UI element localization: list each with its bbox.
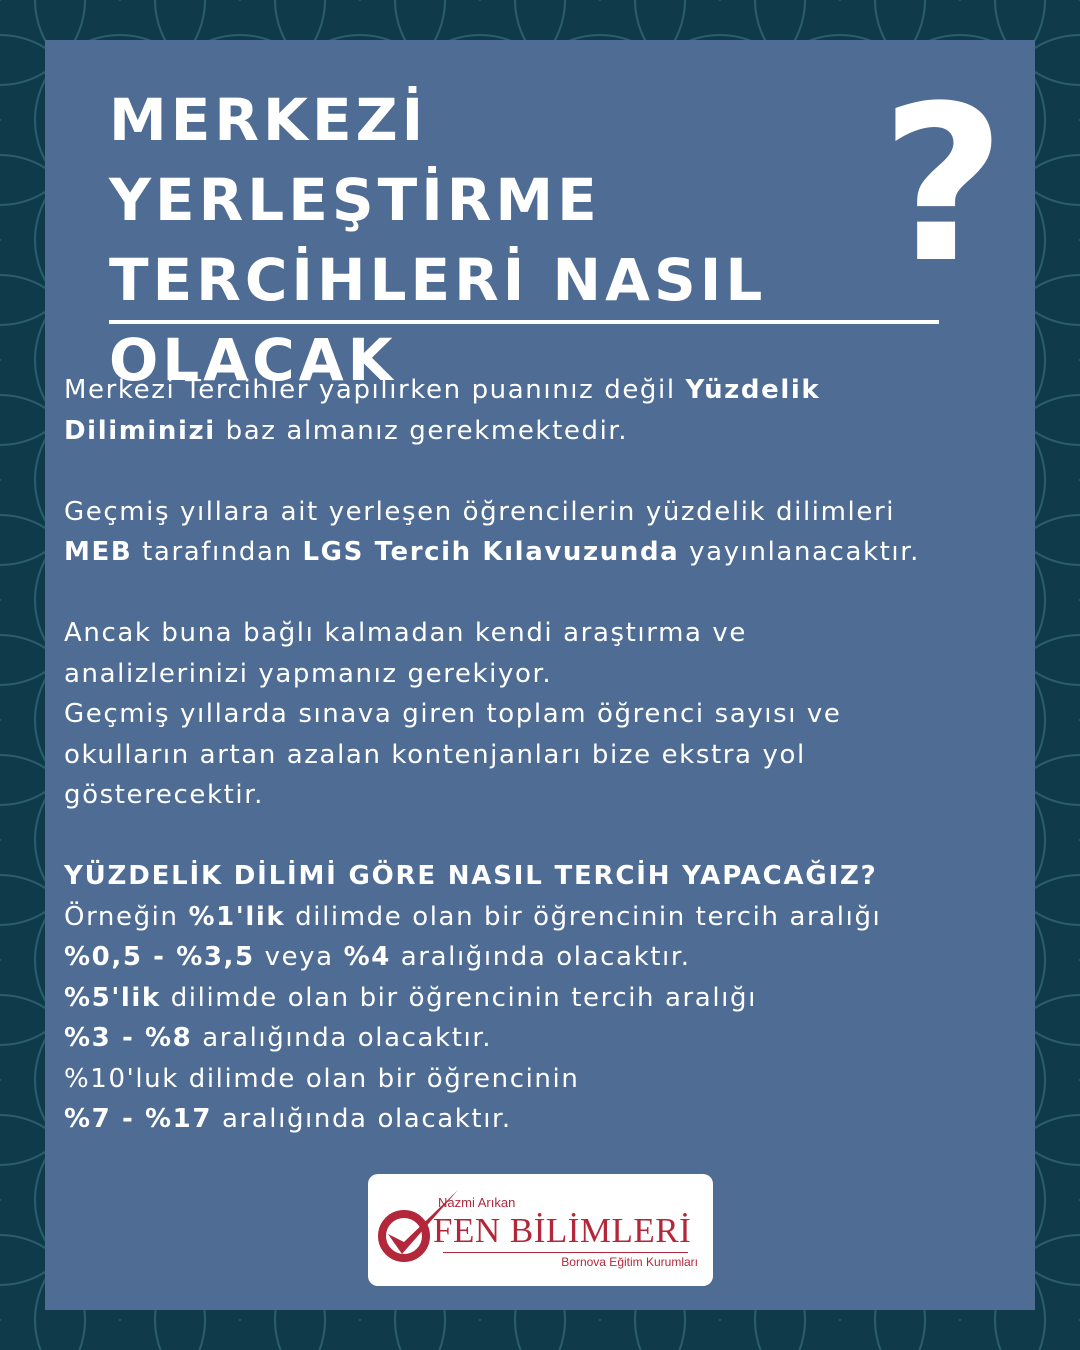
page-title — [109, 80, 879, 400]
logo-divider — [443, 1252, 688, 1253]
paragraph-2-cont: MEB tarafından LGS Tercih Kılavuzunda yayınlanacaktır. — [64, 537, 921, 567]
title-line-1: MERKEZİ YERLEŞTİRME — [109, 86, 601, 234]
brand-logo — [368, 1174, 713, 1286]
example-line-5: %10'luk dilimde olan bir öğrencinin — [64, 1063, 580, 1094]
example-line-3: %5'lik dilimde olan bir öğrencinin tercih aralığı — [64, 982, 757, 1013]
example-line-6: %7 - %17 aralığında olacaktır. — [64, 1104, 512, 1134]
body-text — [64, 370, 1026, 1140]
section-heading: YÜZDELİK DİLİMİ GÖRE NASIL TERCİH YAPACAĞIZ? — [64, 861, 878, 891]
content-card — [45, 40, 1035, 1310]
paragraph-3-line-1: Ancak buna bağlı kalmadan kendi araştırma ve — [64, 618, 747, 648]
title-line-2: TERCİHLERİ NASIL — [109, 246, 767, 314]
example-line-4: %3 - %8 aralığında olacaktır. — [64, 1023, 493, 1053]
paragraph-3-line-4: okulların artan azalan kontenjanları bize ekstra yol — [64, 739, 806, 770]
example-line-2: %0,5 - %3,5 veya %4 aralığında olacaktır. — [64, 942, 691, 972]
paragraph-3-line-2: analizlerinizi yapmanız gerekiyor. — [64, 658, 553, 689]
paragraph-1-cont: Diliminizi baz almanız gerekmektedir. — [64, 415, 629, 446]
paragraph-3-line-3: Geçmiş yıllarda sınava giren toplam öğrenci sayısı ve — [64, 699, 842, 729]
logo-main-text: FEN BİLİMLERİ — [433, 1211, 692, 1250]
title-divider — [109, 320, 939, 324]
logo-small-text: Nazmi Arıkan — [438, 1195, 516, 1210]
logo-subtitle: Bornova Eğitim Kurumları — [561, 1255, 698, 1269]
example-line-1: Örneğin %1'lik dilimde olan bir öğrencinin tercih aralığı — [64, 901, 882, 932]
question-mark-icon: ? — [880, 59, 1006, 310]
paragraph-2: Geçmiş yıllara ait yerleşen öğrencilerin yüzdelik dilimleri — [64, 496, 896, 527]
paragraph-3-line-5: gösterecektir. — [64, 780, 264, 810]
paragraph-1: Merkezi Tercihler yapılırken puanınız değil Yüzdelik — [64, 375, 821, 405]
title-line-3: OLACAK — [109, 326, 397, 394]
